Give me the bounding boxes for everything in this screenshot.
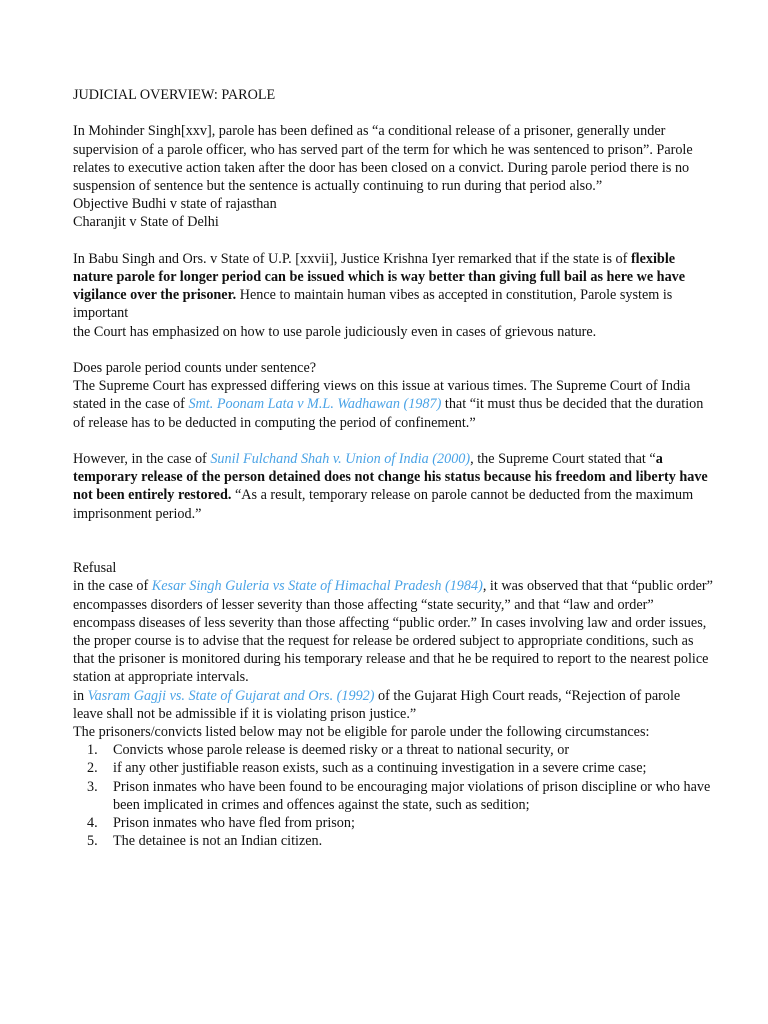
case-link-vasram-gagji[interactable]: Vasram Gagji vs. State of Gujarat and Ors. (1992)	[87, 687, 375, 704]
list-item-text: Convicts whose parole release is deemed risky or a threat to national security, or	[113, 742, 570, 759]
paragraph-kesar-singh	[73, 577, 713, 686]
list-intro: The prisoners/convicts listed below may not be eligible for parole under the following circumstances:	[73, 724, 650, 741]
bold-emphasis: flexible nature parole for longer period can be issued which is way better than giving full bail as here we have vigilance over the prisoner.	[73, 250, 686, 304]
paragraph-babu-singh	[73, 250, 713, 323]
text-segment: of the Gujarat High Court reads, “Rejection of parole leave shall not be admissible if it is violating prison justice.”	[73, 687, 681, 722]
bold-emphasis: a temporary release of the person detained does not change his status because his freedom and liberty have not been entirely restored.	[73, 451, 708, 504]
list-item-text: Prison inmates who have been found to be encouraging major violations of prison discipline or who have been implicated in crimes and offences against the state, such as sedition;	[113, 778, 711, 813]
document-page	[73, 86, 713, 850]
text-segment: , it was observed that that “public order” encompasses disorders of lesser severity than those affecting “state security,” and that “law and order” encompass diseases of less severity than those affecting “public order.” In cases involving law and order issues, the proper course is to advise that the request for release be ordered subject to appropriate conditions, such as that the prisoner is monitored during his temporary release and that he be required to report to the nearest police station at appropriate intervals.	[73, 578, 713, 686]
case-link-kesar-singh[interactable]: Kesar Singh Guleria vs State of Himachal Pradesh (1984)	[151, 578, 483, 595]
document-title: JUDICIAL OVERVIEW: PAROLE	[73, 87, 276, 103]
list-number: 5.	[87, 833, 98, 850]
case-link-sunil-fulchand[interactable]: Sunil Fulchand Shah v. Union of India (2000)	[210, 451, 471, 467]
list-item-text: Prison inmates who have fled from prison;	[113, 815, 355, 832]
text-segment: “As a result, temporary release on parole cannot be deducted from the maximum imprisonment period.”	[73, 487, 694, 522]
text-segment: In Babu Singh and Ors. v State of U.P. [xxvii], Justice Krishna Iyer remarked that if the state is of	[73, 250, 628, 267]
list-number: 2.	[87, 760, 98, 777]
list-number: 1.	[87, 742, 98, 759]
paragraph-court-emphasis: the Court has emphasized on how to use parole judiciously even in cases of grievous nature.	[73, 323, 597, 340]
text-segment: , the Supreme Court stated that “	[470, 451, 656, 467]
list-item	[73, 832, 713, 850]
text-segment: Hence to maintain human vibes as accepted in constitution, Parole system is important	[73, 287, 673, 322]
paragraph-sunil-fulchand	[73, 450, 713, 523]
paragraph-poonam-lata	[73, 377, 713, 432]
case-link-poonam-lata[interactable]: Smt. Poonam Lata v M.L. Wadhawan (1987)	[188, 396, 442, 413]
list-item	[73, 778, 713, 814]
list-item	[73, 759, 713, 777]
paragraph-definition: In Mohinder Singh[xxv], parole has been defined as “a conditional release of a prisoner, generally under supervision of a parole officer, who has served part of the term for which he was sentenced to prison”. Parole relates to executive action taken after the door has been closed on a convict. During parole period there is no suspension of sentence but the sentence is actually continuing to run during that period also.”	[73, 123, 693, 194]
case-reference-charanjit: Charanjit v State of Delhi	[73, 214, 219, 231]
text-segment: in	[73, 687, 88, 704]
refusal-heading: Refusal	[73, 560, 117, 577]
list-number: 3.	[87, 778, 98, 795]
text-segment: in the case of	[73, 578, 152, 595]
paragraph-vasram-gagji	[73, 687, 713, 723]
list-item	[73, 814, 713, 832]
text-segment: The Supreme Court has expressed differing views on this issue at various times. The Supreme Court of India stated in the case of	[73, 378, 691, 413]
list-item-text: The detainee is not an Indian citizen.	[113, 833, 323, 850]
question-heading: Does parole period counts under sentence?	[73, 360, 317, 376]
ineligibility-list	[73, 741, 713, 850]
list-item	[73, 741, 713, 759]
case-reference-budhi: Objective Budhi v state of rajasthan	[73, 196, 277, 213]
text-segment: However, in the case of	[73, 451, 211, 467]
list-number: 4.	[87, 815, 98, 832]
text-segment: that “it must thus be decided that the duration of release has to be deducted in computing the period of confinement.”	[73, 396, 704, 431]
list-item-text: if any other justifiable reason exists, such as a continuing investigation in a severe crime case;	[113, 760, 647, 777]
